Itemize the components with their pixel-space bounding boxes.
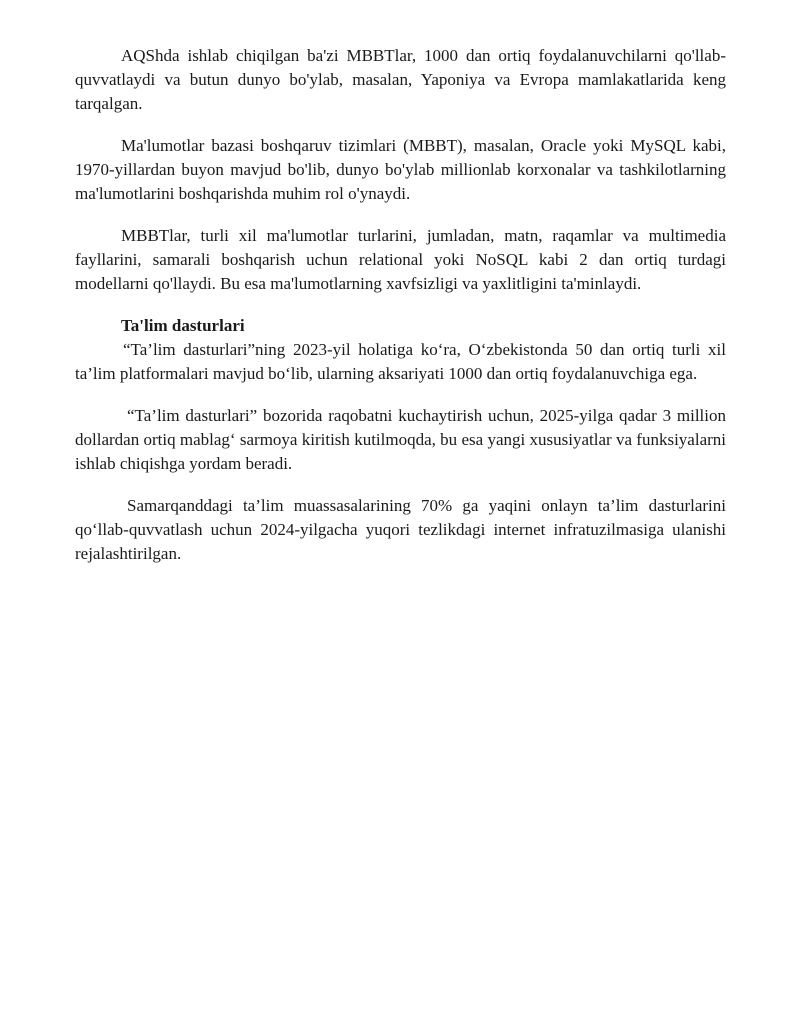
paragraph-mbbt-models: MBBTlar, turli xil ma'lumotlar turlarini, jumladan, matn, raqamlar va multimedia fayllarini, samarali boshqarish uchun relational yoki NoSQL kabi 2 dan ortiq turdagi modellarni qo'llaydi. Bu esa ma'lumotlarning xavfsizligi va yaxlitligini ta'minlaydi. [75,226,726,293]
paragraph-samarkand: Samarqanddagi ta’lim muassasalarining 70% ga yaqini onlayn ta’lim dasturlarini qo‘llab-quvvatlash uchun 2024-yilgacha yuqori tezlikdagi internet infratuzilmasiga ulanishi rejalashtirilgan. [75,496,726,563]
section-heading: Ta'lim dasturlari [121,316,245,335]
paragraph-mbbt-usa: AQShda ishlab chiqilgan ba'zi MBBTlar, 1000 dan ortiq foydalanuvchilarni qo'llab-quvvatlaydi va butun dunyo bo'ylab, masalan, Yaponiya va Evropa mamlakatlarida keng tarqalgan. [75,46,726,113]
paragraph-platforms: “Ta’lim dasturlari”ning 2023-yil holatiga ko‘ra, O‘zbekistonda 50 dan ortiq turli xil ta’lim platformalari mavjud bo‘lib, ularning aksariyati 1000 dan ortiq foydalanuvchiga ega. [75,340,726,383]
paragraph-investment: “Ta’lim dasturlari” bozorida raqobatni kuchaytirish uchun, 2025-yilga qadar 3 million dollardan ortiq mablag‘ sarmoya kiritish kutilmoqda, bu esa yangi xususiyatlar va funksiyalarni ishlab chiqishga yordam beradi. [75,406,726,473]
document-page [75,44,726,584]
paragraph-mbbt-definition: Ma'lumotlar bazasi boshqaruv tizimlari (MBBT), masalan, Oracle yoki MySQL kabi, 1970-yillardan buyon mavjud bo'lib, dunyo bo'ylab millionlab korxonalar va tashkilotlarning ma'lumotlarini boshqarishda muhim rol o'ynaydi. [75,136,726,203]
